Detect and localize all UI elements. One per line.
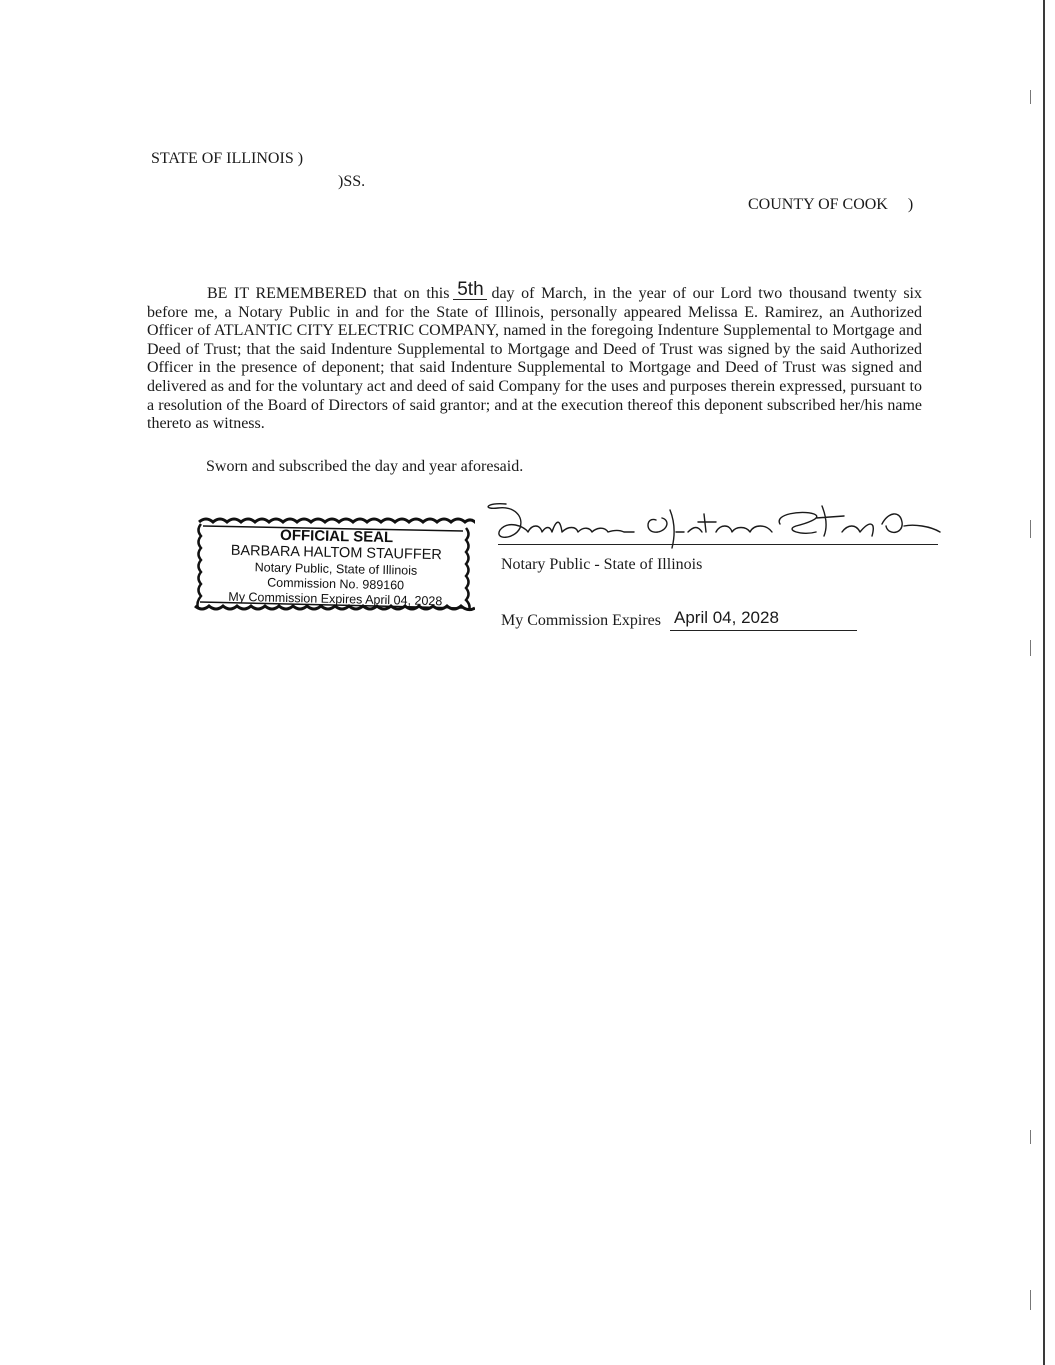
notary-title: Notary Public - State of Illinois xyxy=(501,556,703,573)
day-field: 5th xyxy=(453,281,487,300)
seal-notary-name: BARBARA HALTOM STAUFFER xyxy=(230,542,442,564)
commission-expires-field: April 04, 2028 xyxy=(670,606,857,631)
county-label: COUNTY OF COOK xyxy=(748,196,888,213)
sworn-statement: Sworn and subscribed the day and year aforesaid. xyxy=(206,458,524,475)
acknowledgment-paragraph xyxy=(147,279,923,434)
page-edge xyxy=(1043,0,1045,1365)
acknowledgment-lead: BE IT REMEMBERED that on this xyxy=(207,285,450,302)
seal-title: OFFICIAL SEAL xyxy=(279,526,394,547)
seal-expiration: My Commission Expires April 04, 2028 xyxy=(228,589,443,609)
county-line xyxy=(748,196,913,214)
state-line: STATE OF ILLINOIS ) xyxy=(151,150,304,167)
seal-text xyxy=(220,526,452,610)
acknowledgment-body: day of March, in the year of our Lord two thousand twenty six before me, a Notary Public in and for the State of Illinois, personally appeared Melissa E. Ramirez, an Authorized Officer of ATLANTIC CITY ELECTRIC COMPANY, named in the foregoing Indenture Supplemental to Mortgage and Deed of Trust; that the said Indenture Supplemental to Mortgage and Deed of Trust was signed by the said Authorized Officer in the presence of deponent; that said Indenture Supplemental to Mortgage and Deed of Trust was signed and delivered as and for the voluntary act and deed of said Company for the uses and purposes therein expressed, pursuant to a resolution of the Board of Directors of said grantor; and at the execution thereof this deponent subscribed her/his name thereto as witness. xyxy=(147,285,923,433)
seal-commission-number: Commission No. 989160 xyxy=(267,575,405,593)
page-edge-ticks xyxy=(1030,0,1031,1365)
signature-line xyxy=(498,544,938,545)
seal-state-line: Notary Public, State of Illinois xyxy=(254,560,418,578)
official-seal-stamp xyxy=(191,510,475,625)
county-paren: ) xyxy=(907,196,914,213)
commission-expires-label: My Commission Expires xyxy=(501,612,662,629)
ss-line: )SS. xyxy=(338,173,366,190)
